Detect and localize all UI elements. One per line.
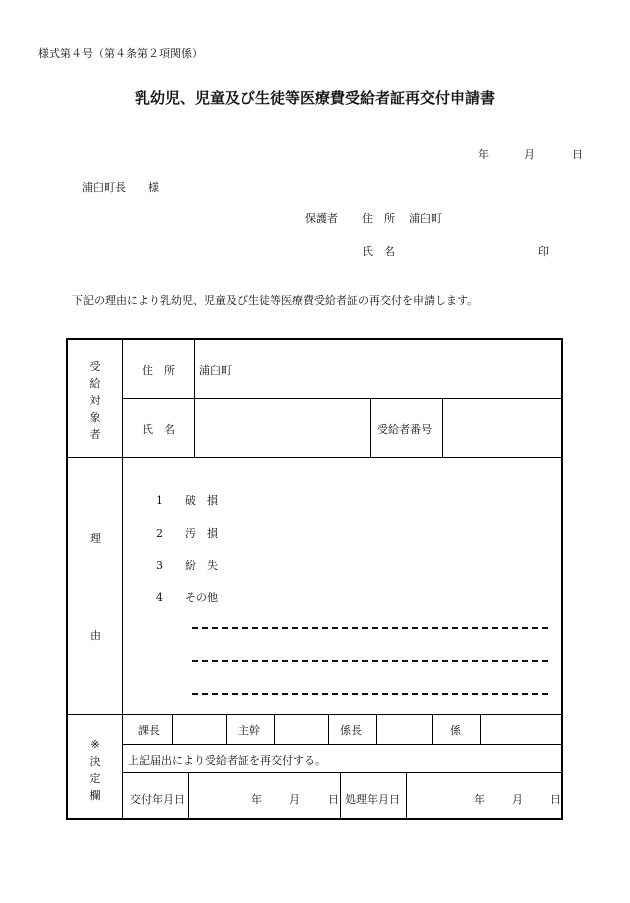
page-title: 乳幼児、児童及び生徒等医療費受給者証再交付申請書 bbox=[134, 89, 495, 107]
seal-mark: 印 bbox=[538, 245, 549, 258]
issue-year: 年 bbox=[251, 793, 262, 806]
form-reference: 様式第４号（第４条第２項関係） bbox=[38, 47, 203, 60]
reason-heading-top: 理 bbox=[90, 532, 101, 545]
applicant-address-value[interactable]: 浦臼町 bbox=[409, 212, 442, 225]
recipient-name-label: 氏 名 bbox=[142, 423, 175, 436]
statement: 下記の理由により乳幼児、児童及び生徒等医療費受給者証の再交付を申請します。 bbox=[72, 294, 479, 307]
role-director: 主幹 bbox=[238, 724, 260, 737]
role-staff: 係 bbox=[450, 724, 461, 737]
date-month: 月 bbox=[524, 148, 535, 161]
process-year: 年 bbox=[474, 793, 485, 806]
applicant-address-label: 住 所 bbox=[362, 212, 395, 225]
recipient-name-field[interactable] bbox=[195, 399, 369, 456]
process-date-label: 処理年月日 bbox=[345, 793, 400, 806]
reason-option-4[interactable]: 4 その他 bbox=[156, 591, 218, 604]
addressee: 浦臼町長 様 bbox=[82, 181, 159, 194]
reason-heading-bottom: 由 bbox=[90, 629, 101, 642]
other-reason-line-1[interactable] bbox=[192, 627, 548, 629]
role-subsection-chief: 係長 bbox=[340, 724, 362, 737]
issue-date-label: 交付年月日 bbox=[130, 793, 185, 806]
applicant-name-label: 氏 名 bbox=[362, 245, 395, 258]
application-form-table bbox=[66, 338, 563, 820]
reason-option-2[interactable]: 2 汚 損 bbox=[156, 527, 218, 540]
date-day: 日 bbox=[572, 148, 583, 161]
other-reason-line-3[interactable] bbox=[192, 693, 548, 695]
recipient-number-field[interactable] bbox=[443, 399, 562, 456]
issue-month: 月 bbox=[289, 793, 300, 806]
reason-option-3[interactable]: 3 紛 失 bbox=[156, 559, 218, 572]
role-section-chief: 課長 bbox=[138, 724, 160, 737]
issue-day: 日 bbox=[328, 793, 339, 806]
other-reason-line-2[interactable] bbox=[192, 660, 548, 662]
process-day: 日 bbox=[550, 793, 561, 806]
recipient-number-label: 受給者番号 bbox=[377, 423, 432, 436]
process-month: 月 bbox=[512, 793, 523, 806]
recipient-address-label: 住 所 bbox=[142, 364, 175, 377]
recipient-address-value[interactable]: 浦臼町 bbox=[199, 364, 232, 377]
date-year: 年 bbox=[478, 148, 489, 161]
decision-note: 上記届出により受給者証を再交付する。 bbox=[128, 754, 326, 767]
decision-heading: ※ 決 定 欄 bbox=[89, 738, 101, 802]
reason-option-1[interactable]: 1 破 損 bbox=[156, 494, 218, 507]
recipient-heading: 受 給 対 象 者 bbox=[89, 360, 101, 441]
guardian-label: 保護者 bbox=[305, 212, 338, 225]
